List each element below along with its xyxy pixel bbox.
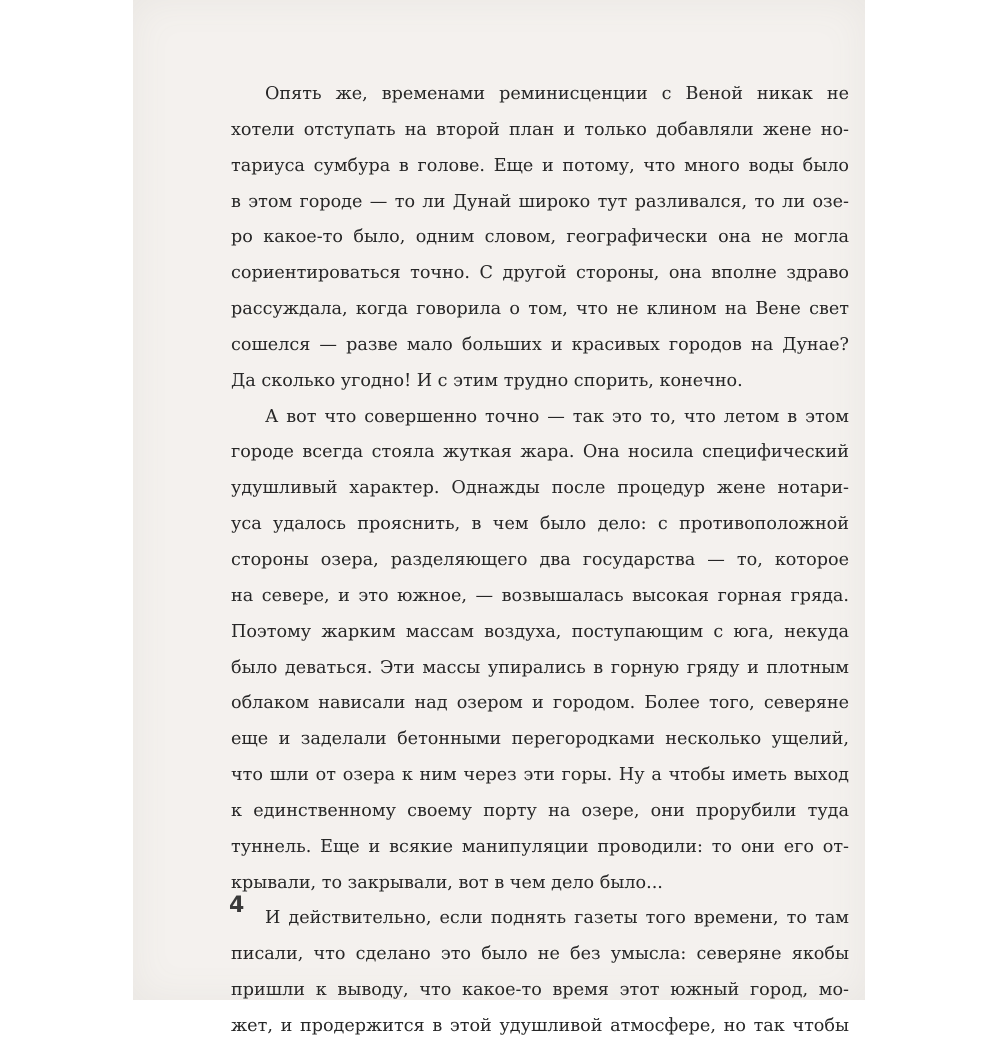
text-line: на севере, и это южное, — возвышалась высокая горная гряда. <box>231 585 849 606</box>
text-line: ро какое-то было, одним словом, географически она не могла <box>231 227 849 248</box>
text-line: сошелся — разве мало больших и красивых городов на Дунае? <box>231 334 849 355</box>
text-line: рассуждала, когда говорила о том, что не клином на Вене свет <box>231 299 849 320</box>
text-line: И действительно, если поднять газеты того времени, то там <box>265 908 849 929</box>
text-line: Опять же, временами реминисценции с Веной никак не <box>265 84 849 104</box>
text-line: облаком нависали над озером и городом. Более того, северяне <box>231 693 849 714</box>
text-line: крывали, то закрывали, вот в чем дело было... <box>231 872 663 893</box>
text-line: удушливый характер. Однажды после процедур жене нотари- <box>231 478 849 499</box>
text-line: тариуса сумбура в голове. Еще и потому, что много воды было <box>231 155 849 176</box>
text-line: А вот что совершенно точно — так это то, что летом в этом <box>265 406 849 427</box>
text-line: было деваться. Эти массы упирались в горную гряду и плотным <box>231 657 849 678</box>
text-line: что шли от озера к ним через эти горы. Ну а чтобы иметь выход <box>231 765 849 786</box>
text-line: Да сколько угодно! И с этим трудно спорить, конечно. <box>231 370 743 391</box>
text-line: сориентироваться точно. С другой стороны, она вполне здраво <box>231 263 849 284</box>
page-number: 4 <box>229 893 245 918</box>
text-line: Поэтому жарким массам воздуха, поступающим с юга, некуда <box>231 621 849 642</box>
text-line: хотели отступать на второй план и только добавляли жене но- <box>231 119 849 140</box>
text-line: пришли к выводу, что какое-то время этот южный город, мо- <box>231 980 849 1001</box>
text-line: в этом городе — то ли Дунай широко тут разливался, то ли озе- <box>231 191 849 212</box>
book-page <box>133 0 865 1036</box>
text-line: писали, что сделано это было не без умысла: северяне якобы <box>231 944 849 965</box>
text-line: туннель. Еще и всякие манипуляции проводили: то они его от- <box>231 836 849 857</box>
text-line: стороны озера, разделяющего два государства — то, которое <box>231 549 849 570</box>
text-line: городе всегда стояла жуткая жара. Она носила специфический <box>231 442 849 463</box>
text-line: к единственному своему порту на озере, они прорубили туда <box>231 800 849 821</box>
text-line: жет, и продержится в этой удушливой атмосфере, но так чтобы <box>231 1015 849 1036</box>
text-line: еще и заделали бетонными перегородками несколько ущелий, <box>231 729 849 750</box>
text-line: уса удалось прояснить, в чем было дело: с противоположной <box>231 514 849 535</box>
body-text <box>231 77 849 1045</box>
